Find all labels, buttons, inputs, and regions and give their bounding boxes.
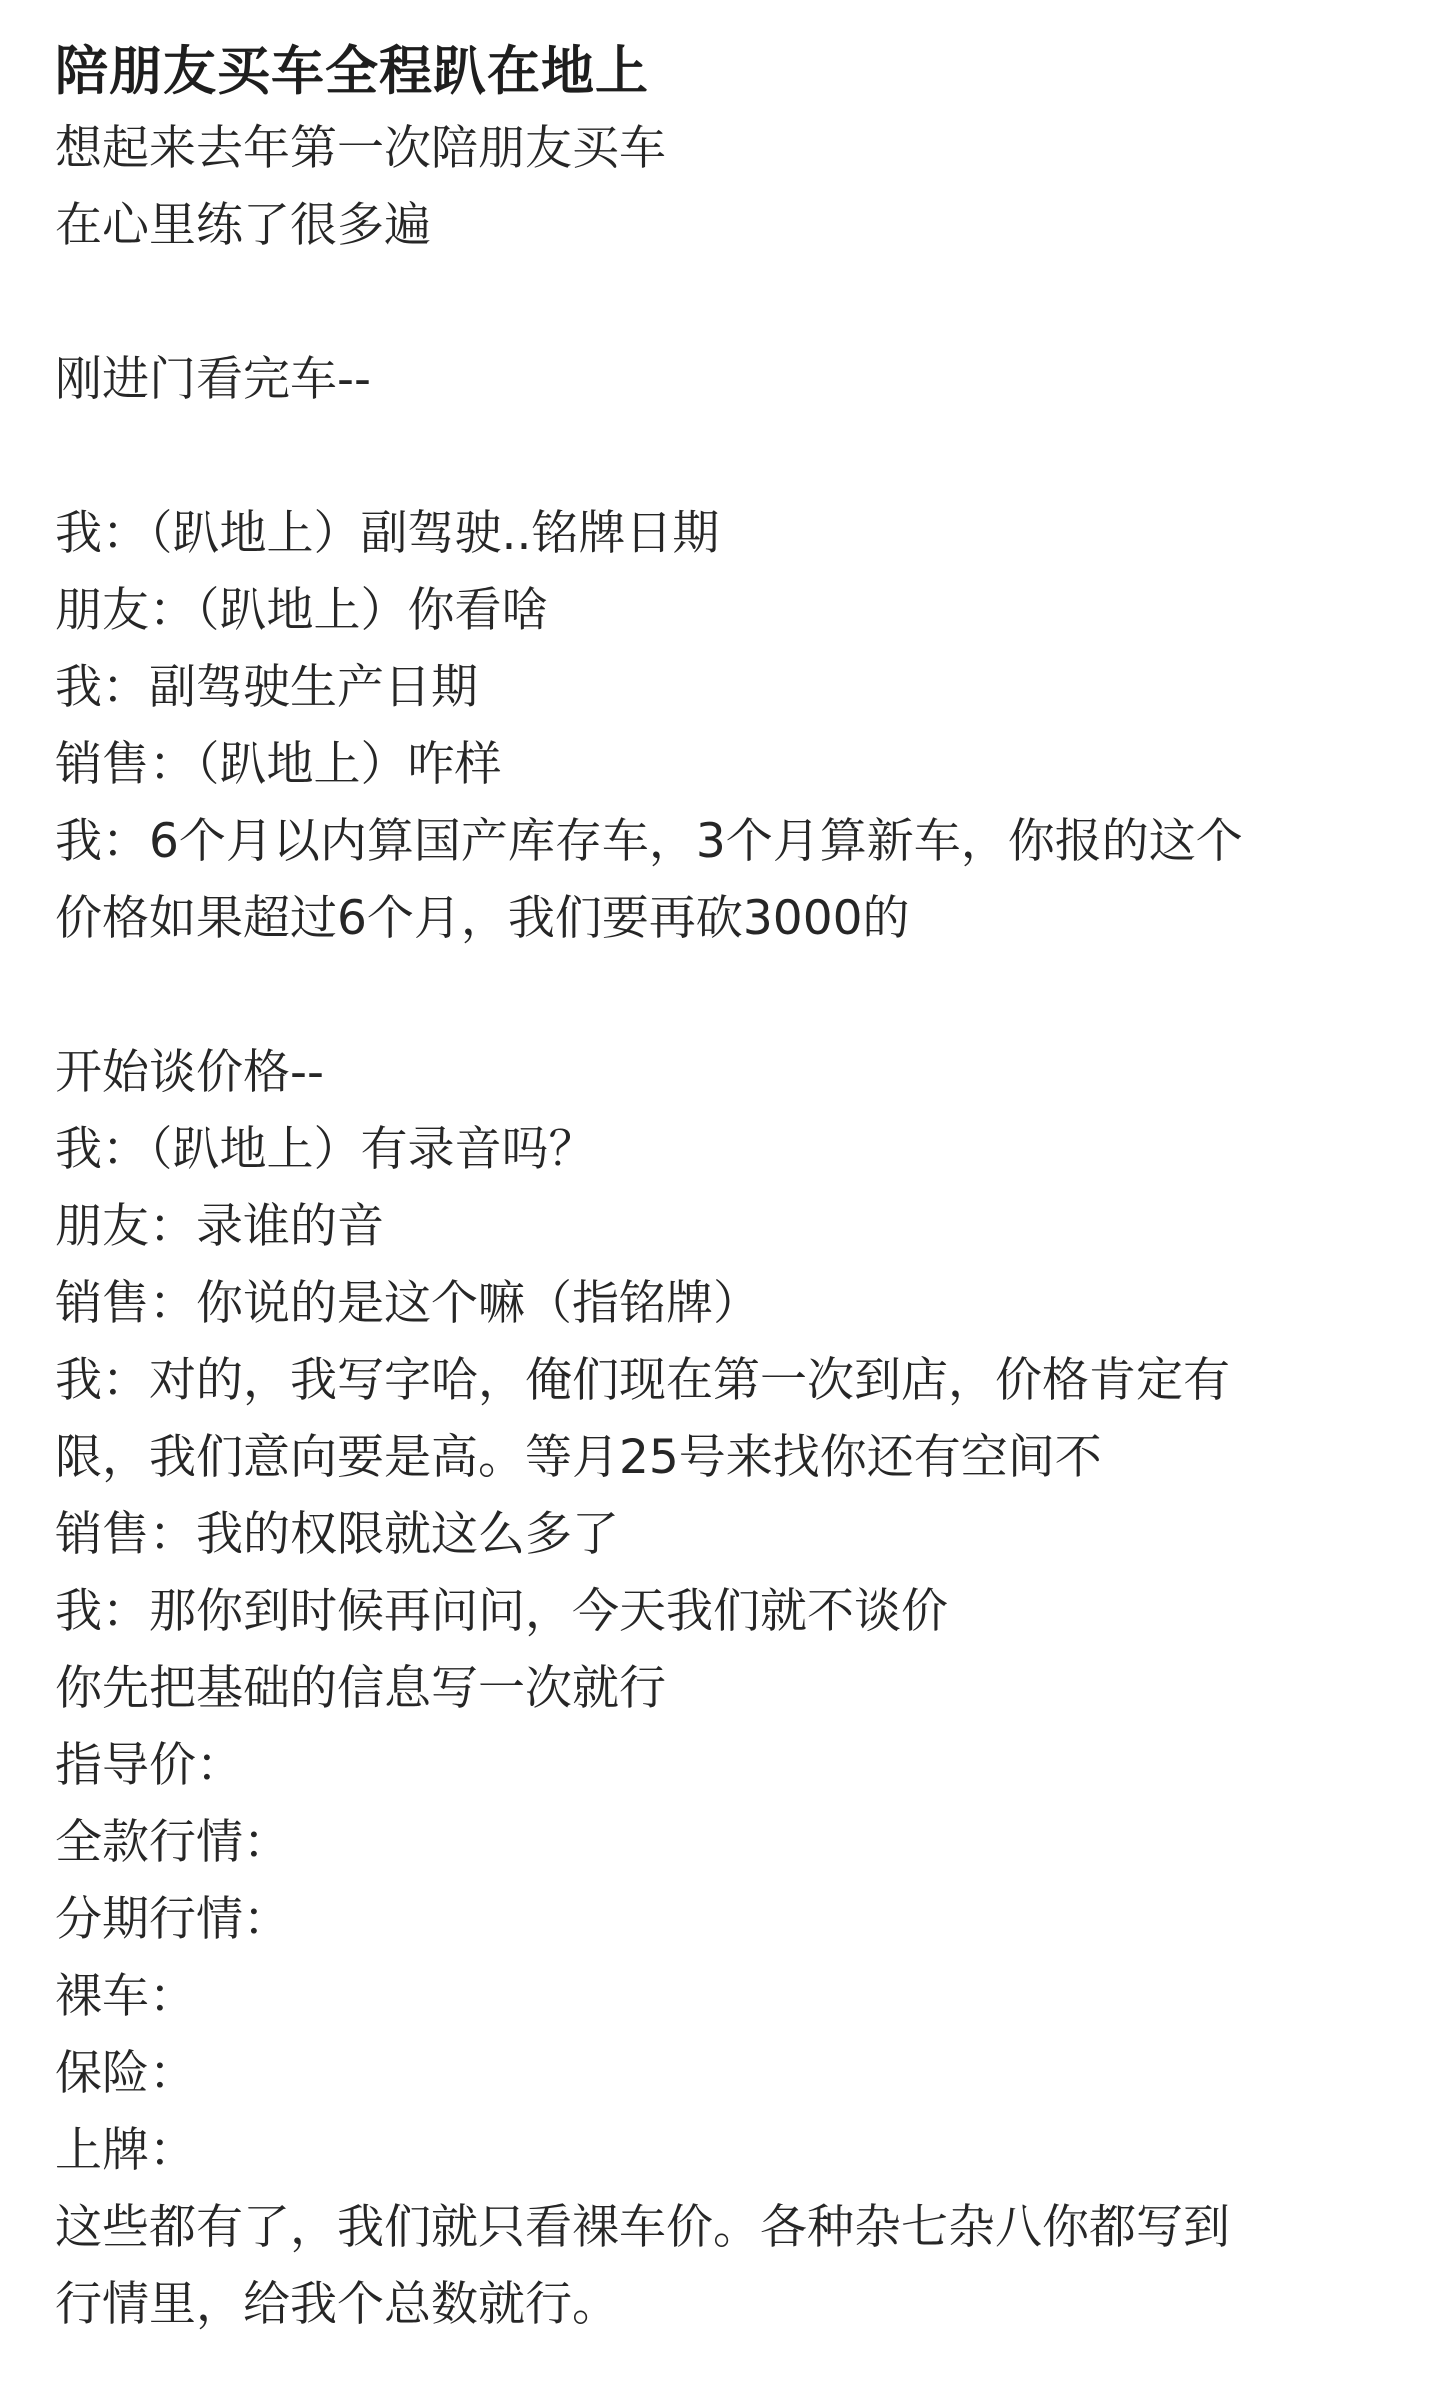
text-line: 销售：（趴地上）咋样 <box>55 737 502 792</box>
text-line: 价格如果超过6个月，我们要再砍3000的 <box>55 891 910 946</box>
text-line: 销售：我的权限就这么多了 <box>55 1507 619 1562</box>
blank-line <box>55 264 1395 341</box>
text-line: 裸车： <box>55 1969 196 2024</box>
text-line: 我：对的，我写字哈，俺们现在第一次到店，价格肯定有 <box>55 1353 1230 1408</box>
text-line: 在心里练了很多遍 <box>55 198 431 253</box>
text-line: 上牌： <box>55 2123 196 2178</box>
post-body <box>55 36 1395 2343</box>
text-line: 全款行情： <box>55 1815 290 1870</box>
post-content <box>55 110 1395 2343</box>
text-line: 行情里，给我个总数就行。 <box>55 2277 619 2332</box>
text-line: 我：（趴地上）副驾驶..铭牌日期 <box>55 506 720 561</box>
text-line: 这些都有了，我们就只看裸车价。各种杂七杂八你都写到 <box>55 2200 1230 2255</box>
text-line: 我：副驾驶生产日期 <box>55 660 478 715</box>
text-line: 限，我们意向要是高。等月25号来找你还有空间不 <box>55 1430 1102 1485</box>
post-title: 陪朋友买车全程趴在地上 <box>55 41 649 102</box>
blank-line <box>55 957 1395 1034</box>
text-line: 你先把基础的信息写一次就行 <box>55 1661 666 1716</box>
blank-line <box>55 418 1395 495</box>
text-line: 想起来去年第一次陪朋友买车 <box>55 121 666 176</box>
text-line: 朋友：（趴地上）你看啥 <box>55 583 549 638</box>
text-line: 我：6个月以内算国产库存车，3个月算新车，你报的这个 <box>55 814 1243 869</box>
text-line: 我：（趴地上）有录音吗？ <box>55 1122 596 1177</box>
text-line: 刚进门看完车-- <box>55 352 371 407</box>
text-line: 我：那你到时候再问问，今天我们就不谈价 <box>55 1584 948 1639</box>
text-line: 指导价： <box>55 1738 243 1793</box>
text-line: 分期行情： <box>55 1892 290 1947</box>
text-line: 保险： <box>55 2046 196 2101</box>
text-line: 销售：你说的是这个嘛（指铭牌） <box>55 1276 760 1331</box>
text-line: 朋友：录谁的音 <box>55 1199 384 1254</box>
text-line: 开始谈价格-- <box>55 1045 324 1100</box>
